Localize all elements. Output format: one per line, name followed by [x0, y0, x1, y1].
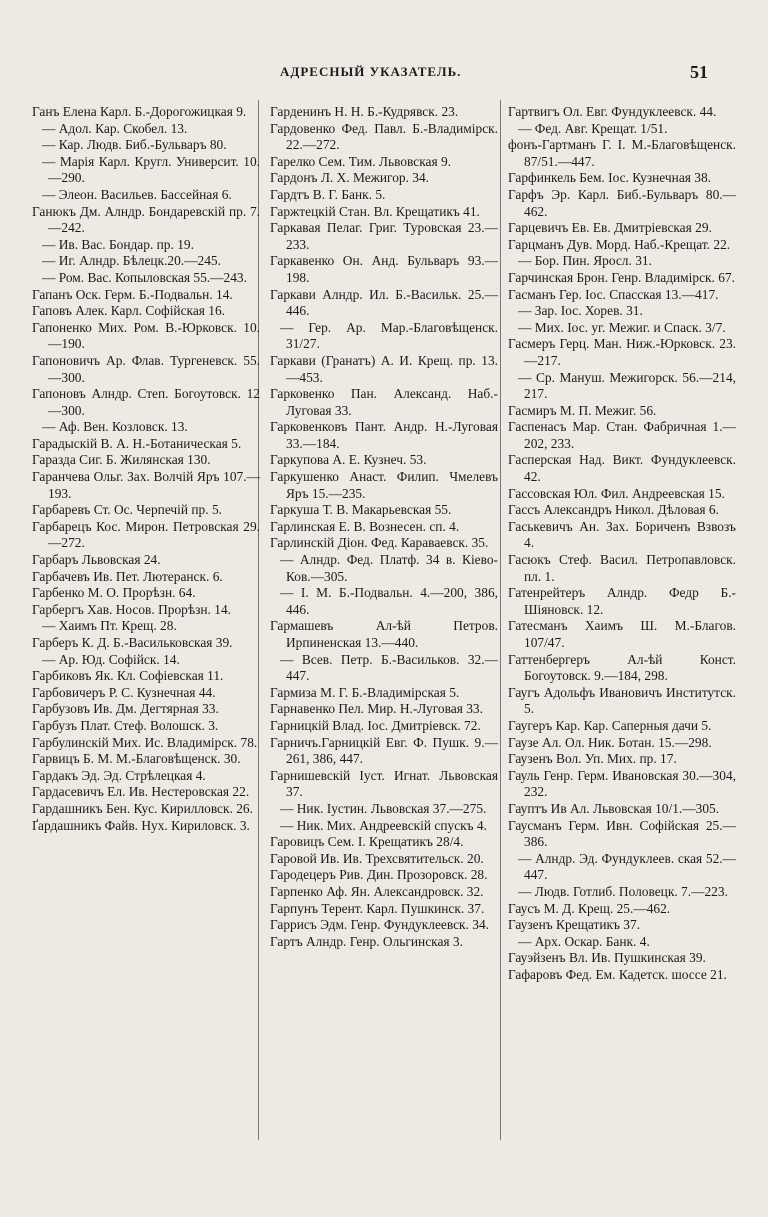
page-header	[0, 62, 768, 84]
directory-entry: — Всев. Петр. Б.-Васильков. 32.—447.	[280, 651, 498, 684]
directory-entry: Гатенрейтеръ Алндр. Федр Б.-Шіяновск. 12.	[508, 585, 736, 617]
directory-entry: Гасюкъ Стеф. Васил. Петропавловск. пл. 1.	[508, 552, 736, 584]
directory-entry: Ганюкъ Дм. Алндр. Бондаревскій пр. 7.—242.	[32, 203, 260, 236]
directory-entry: Гаркавенко Он. Анд. Бульваръ 93.—198.	[270, 253, 498, 285]
directory-entry: Гарнишевскій Iуст. Игнат. Львовская 37.	[270, 767, 498, 800]
directory-entry: — Адол. Кар. Скобел. 13.	[42, 120, 188, 136]
directory-entry: Гаркави Алндр. Ил. Б.-Васильк. 25.—446.	[270, 286, 498, 319]
directory-entry: Гатесманъ Хаимъ Ш. М.-Благов. 107/47.	[508, 618, 736, 650]
directory-entry: Гарлинскій Діон. Фед. Караваевск. 35.	[270, 535, 489, 551]
directory-entry: — Ник. Iустин. Львовская 37.—275.	[280, 800, 487, 816]
directory-entry: Гарковенковъ Пант. Андр. Н.-Луговая 33.—184.	[270, 419, 498, 451]
directory-entry: Гартвигъ Ол. Евг. Фундуклеевск. 44.	[508, 104, 717, 119]
directory-entry: Гартъ Алндр. Генр. Ольгинская 3.	[270, 933, 463, 949]
directory-entry: Гардонъ Л. Х. Межигор. 34.	[270, 170, 430, 186]
directory-entry: — Элеон. Васильев. Бассейная 6.	[42, 186, 232, 202]
directory-entry: Гарбиковъ Як. Кл. Софіевская 11.	[32, 668, 224, 684]
directory-entry: Гарбузовъ Ив. Дм. Дегтярная 33.	[32, 701, 219, 717]
directory-entry: Гаркушенко Анаст. Филип. Чмелевъ Яръ 15.—235.	[270, 469, 498, 501]
directory-entry: — Иг. Алндр. Бѣлецк.20.—245.	[42, 253, 221, 269]
directory-entry: Гаркуша Т. В. Макарьевская 55.	[270, 502, 452, 518]
directory-entry: — Зар. Iос. Хорев. 31.	[518, 303, 643, 319]
directory-entry: Гаугеръ Кар. Кар. Саперныя дачи 5.	[508, 717, 712, 733]
directory-entry: Гарбачевъ Ив. Пет. Лютеранск. 6.	[32, 568, 223, 584]
directory-entry: Гаразда Сиг. Б. Жилянская 130.	[32, 452, 211, 468]
directory-entry: — Бор. Пин. Яросл. 31.	[518, 253, 652, 269]
directory-entry: — Людв. Готлиб. Половецк. 7.—223.	[518, 883, 728, 899]
directory-entry: — Мих. Iос. уг. Межиг. и Спаск. 3/7.	[518, 319, 726, 335]
directory-entry: Гасманъ Гер. Iос. Спасская 13.—417.	[508, 286, 719, 302]
directory-entry: Гарцевичъ Ев. Ев. Дмитріевская 29.	[508, 220, 712, 236]
directory-entry: Гаусманъ Герм. Ивн. Софійская 25.—386.	[508, 817, 736, 850]
directory-entry: Гарцманъ Дув. Морд. Наб.-Крещат. 22.	[508, 236, 731, 252]
directory-entry: Гарлинская Е. В. Вознесен. сп. 4.	[270, 518, 460, 534]
directory-entry: Гаттенбергеръ Ал-ѣй Конст. Богоутовск. 9.—184, 298.	[508, 651, 736, 684]
directory-entry: Гафаровъ Фед. Ем. Кадетск. шоссе 21.	[508, 966, 727, 982]
directory-entry: Гарвицъ Б. М. М.-Благовѣщенск. 30.	[32, 751, 241, 767]
directory-entry: Гарбаревъ Ст. Ос. Черпечій пр. 5.	[32, 502, 222, 518]
directory-entry: Гаранчева Ольг. Зах. Волчій Яръ 107.—193.	[32, 469, 260, 501]
directory-entry: Гаузенъ Вол. Уп. Мих. пр. 17.	[508, 751, 677, 767]
directory-entry: Гармиза М. Г. Б.-Владимірская 5.	[270, 684, 460, 700]
directory-entry: Гауль Генр. Герм. Ивановская 30.—304, 232.	[508, 767, 736, 800]
directory-entry: — Марія Карл. Кругл. Университ. 10.—290.	[42, 153, 260, 186]
directory-entry: Гапоновичъ Ар. Флав. Тургеневск. 55.—300.	[32, 352, 260, 385]
directory-entry: Гарадыскій В. А. Н.-Ботаническая 5.	[32, 435, 242, 451]
directory-entry: Гаркавая Пелаг. Григ. Туровская 23.—233.	[270, 220, 498, 252]
directory-entry: Гарпенко Аф. Ян. Александровск. 32.	[270, 883, 484, 899]
directory-entry: Гаровицъ Сем. I. Крещатикъ 28/4.	[270, 834, 464, 850]
directory-entry: Гарфинкель Бем. Iос. Кузнечная 38.	[508, 170, 712, 186]
directory-entry: Гарбулинскій Мих. Ис. Владимірск. 78.	[32, 734, 258, 750]
directory-entry: — Ник. Мих. Андреевскій спускъ 4.	[280, 817, 487, 833]
directory-entry: Гаровой Ив. Ив. Трехсвятительск. 20.	[270, 850, 484, 866]
directory-entry: Гарбенко М. О. Прорѣзн. 64.	[32, 585, 196, 601]
directory-entry: Гардашникъ Бен. Кус. Кирилловск. 26.	[32, 800, 253, 816]
directory-entry: Гардовенко Фед. Павл. Б.-Владимірск. 22.—272.	[270, 120, 498, 153]
directory-entry: Гаугъ Адольфъ Ивановичъ Институтск. 5.	[508, 684, 736, 717]
column-2	[270, 104, 498, 950]
directory-entry: Гаркави (Гранатъ) А. И. Крещ. пр. 13.—453.	[270, 352, 498, 385]
directory-entry: Гарбарецъ Кос. Мирон. Петровская 29.—272.	[32, 518, 260, 551]
directory-entry: Гарберъ К. Д. Б.-Васильковская 39.	[32, 635, 233, 650]
running-title: АДРЕСНЫЙ УКАЗАТЕЛЬ.	[280, 64, 462, 79]
directory-entry: Гардтъ В. Г. Банк. 5.	[270, 186, 386, 202]
column-3	[508, 104, 736, 983]
directory-entry: Гармашевъ Ал-ѣй Петров. Ирпиненская 13.—440.	[270, 618, 498, 650]
directory-entry: Гаськевичъ Ан. Зах. Бориченъ Взвозъ 4.	[508, 518, 736, 551]
column-1	[32, 104, 260, 834]
directory-entry: Гаркупова А. Е. Кузнеч. 53.	[270, 452, 427, 468]
directory-entry: фонъ-Гартманъ Г. I. М.-Благовѣщенск. 87/51.—447.	[508, 137, 736, 169]
directory-entry: Гаржтецкій Стан. Вл. Крещатикъ 41.	[270, 203, 480, 219]
directory-entry: Гардакъ Эд. Эд. Стрѣлецкая 4.	[32, 767, 206, 783]
directory-entry: Гауэйзенъ Вл. Ив. Пушкинская 39.	[508, 950, 706, 966]
directory-entry: Гауптъ Ив Ал. Львовская 10/1.—305.	[508, 800, 720, 816]
directory-entry: — Алндр. Фед. Платф. 34 в. Кіево-Ков.—305.	[280, 552, 498, 584]
directory-entry: Ґардашникъ Файв. Нух. Кириловск. 3.	[32, 817, 250, 833]
directory-entry: Гарпунъ Терент. Карл. Пушкинск. 37.	[270, 900, 485, 916]
directory-entry: Гарденинъ Н. Н. Б.-Кудрявск. 23.	[270, 104, 459, 119]
directory-entry: Гаусъ М. Д. Крещ. 25.—462.	[508, 900, 671, 916]
directory-entry: — Фед. Авг. Крещат. 1/51.	[518, 120, 668, 136]
directory-entry: Гассовская Юл. Фил. Андреевская 15.	[508, 485, 725, 501]
directory-entry: Гарелко Сем. Тим. Львовская 9.	[270, 153, 452, 169]
directory-entry: Гасмиръ М. П. Межиг. 56.	[508, 402, 657, 418]
directory-entry: — Арх. Оскар. Банк. 4.	[518, 933, 650, 949]
directory-entry: — Гер. Ар. Мар.-Благовѣщенск. 31/27.	[280, 319, 498, 352]
directory-entry: Гарбергъ Хав. Носов. Прорѣзн. 14.	[32, 601, 231, 617]
directory-entry: — I. М. Б.-Подвальн. 4.—200, 386, 446.	[280, 585, 498, 617]
directory-entry: — Ив. Вас. Бондар. пр. 19.	[42, 236, 194, 252]
directory-entry: Гассъ Александръ Никол. Дѣловая 6.	[508, 502, 719, 518]
directory-entry: — Ср. Мануш. Межигорск. 56.—214, 217.	[518, 369, 736, 402]
directory-entry: — Хаимъ Пт. Крещ. 28.	[42, 618, 177, 634]
directory-entry: Гасмеръ Герц. Ман. Ниж.-Юрковск. 23.—217.	[508, 336, 736, 368]
directory-entry: Гарковенко Пан. Александ. Наб.-Луговая 33.	[270, 386, 498, 418]
directory-entry: Гародецеръ Рив. Дин. Прозоровск. 28.	[270, 867, 488, 883]
directory-entry: Гардасевичъ Ел. Ив. Нестеровская 22.	[32, 784, 250, 800]
directory-entry: Гарницкій Влад. Іос. Дмитріевск. 72.	[270, 717, 481, 733]
directory-entry: — Алндр. Эд. Фундуклеев. ская 52.—447.	[518, 850, 736, 883]
directory-entry: Гапанъ Оск. Герм. Б.-Подвальн. 14.	[32, 286, 233, 302]
directory-entry: Гарбовичеръ Р. С. Кузнечная 44.	[32, 684, 216, 700]
directory-entry: Гарнавенко Пел. Мир. Н.-Луговая 33.	[270, 701, 483, 717]
directory-entry: Гаспенасъ Мар. Стан. Фабричная 1.—202, 233.	[508, 419, 736, 451]
directory-entry: Гасперская Над. Викт. Фундуклеевск. 42.	[508, 452, 736, 485]
directory-entry: Гарничъ.Гарницкій Евг. Ф. Пушк. 9.—261, 386, 447.	[270, 734, 498, 767]
directory-entry: Гарбаръ Львовская 24.	[32, 552, 161, 568]
column-rule-2	[500, 100, 501, 1140]
directory-entry: Гарбузъ Плат. Стеф. Волошск. 3.	[32, 717, 219, 733]
directory-entry: Гарчинская Брон. Генр. Владимірск. 67.	[508, 269, 735, 285]
directory-entry: Гапоновъ Алндр. Степ. Богоутовск. 12—300.	[32, 386, 260, 418]
directory-entry: — Кар. Людв. Биб.-Бульваръ 80.	[42, 137, 227, 153]
directory-entry: — Аф. Вен. Козловск. 13.	[42, 419, 188, 435]
directory-entry: — Ар. Юд. Софійск. 14.	[42, 651, 180, 667]
directory-entry: Гаповъ Алек. Карл. Софійская 16.	[32, 303, 226, 319]
directory-entry: Гапоненко Мих. Ром. В.-Юрковск. 10.—190.	[32, 319, 260, 352]
directory-entry: Гаузенъ Крещатикъ 37.	[508, 917, 641, 933]
directory-entry: Ганъ Елена Карл. Б.-Дорогожицкая 9.	[32, 104, 247, 119]
directory-entry: Гаузе Ал. Ол. Ник. Ботан. 15.—298.	[508, 734, 712, 750]
directory-entry: Гарфъ Эр. Карл. Биб.-Бульваръ 80.—462.	[508, 186, 736, 219]
directory-entry: Гаррисъ Эдм. Генр. Фундуклеевск. 34.	[270, 917, 489, 933]
page-number: 51	[690, 62, 708, 82]
directory-entry: — Ром. Вас. Копыловская 55.—243.	[42, 269, 247, 285]
